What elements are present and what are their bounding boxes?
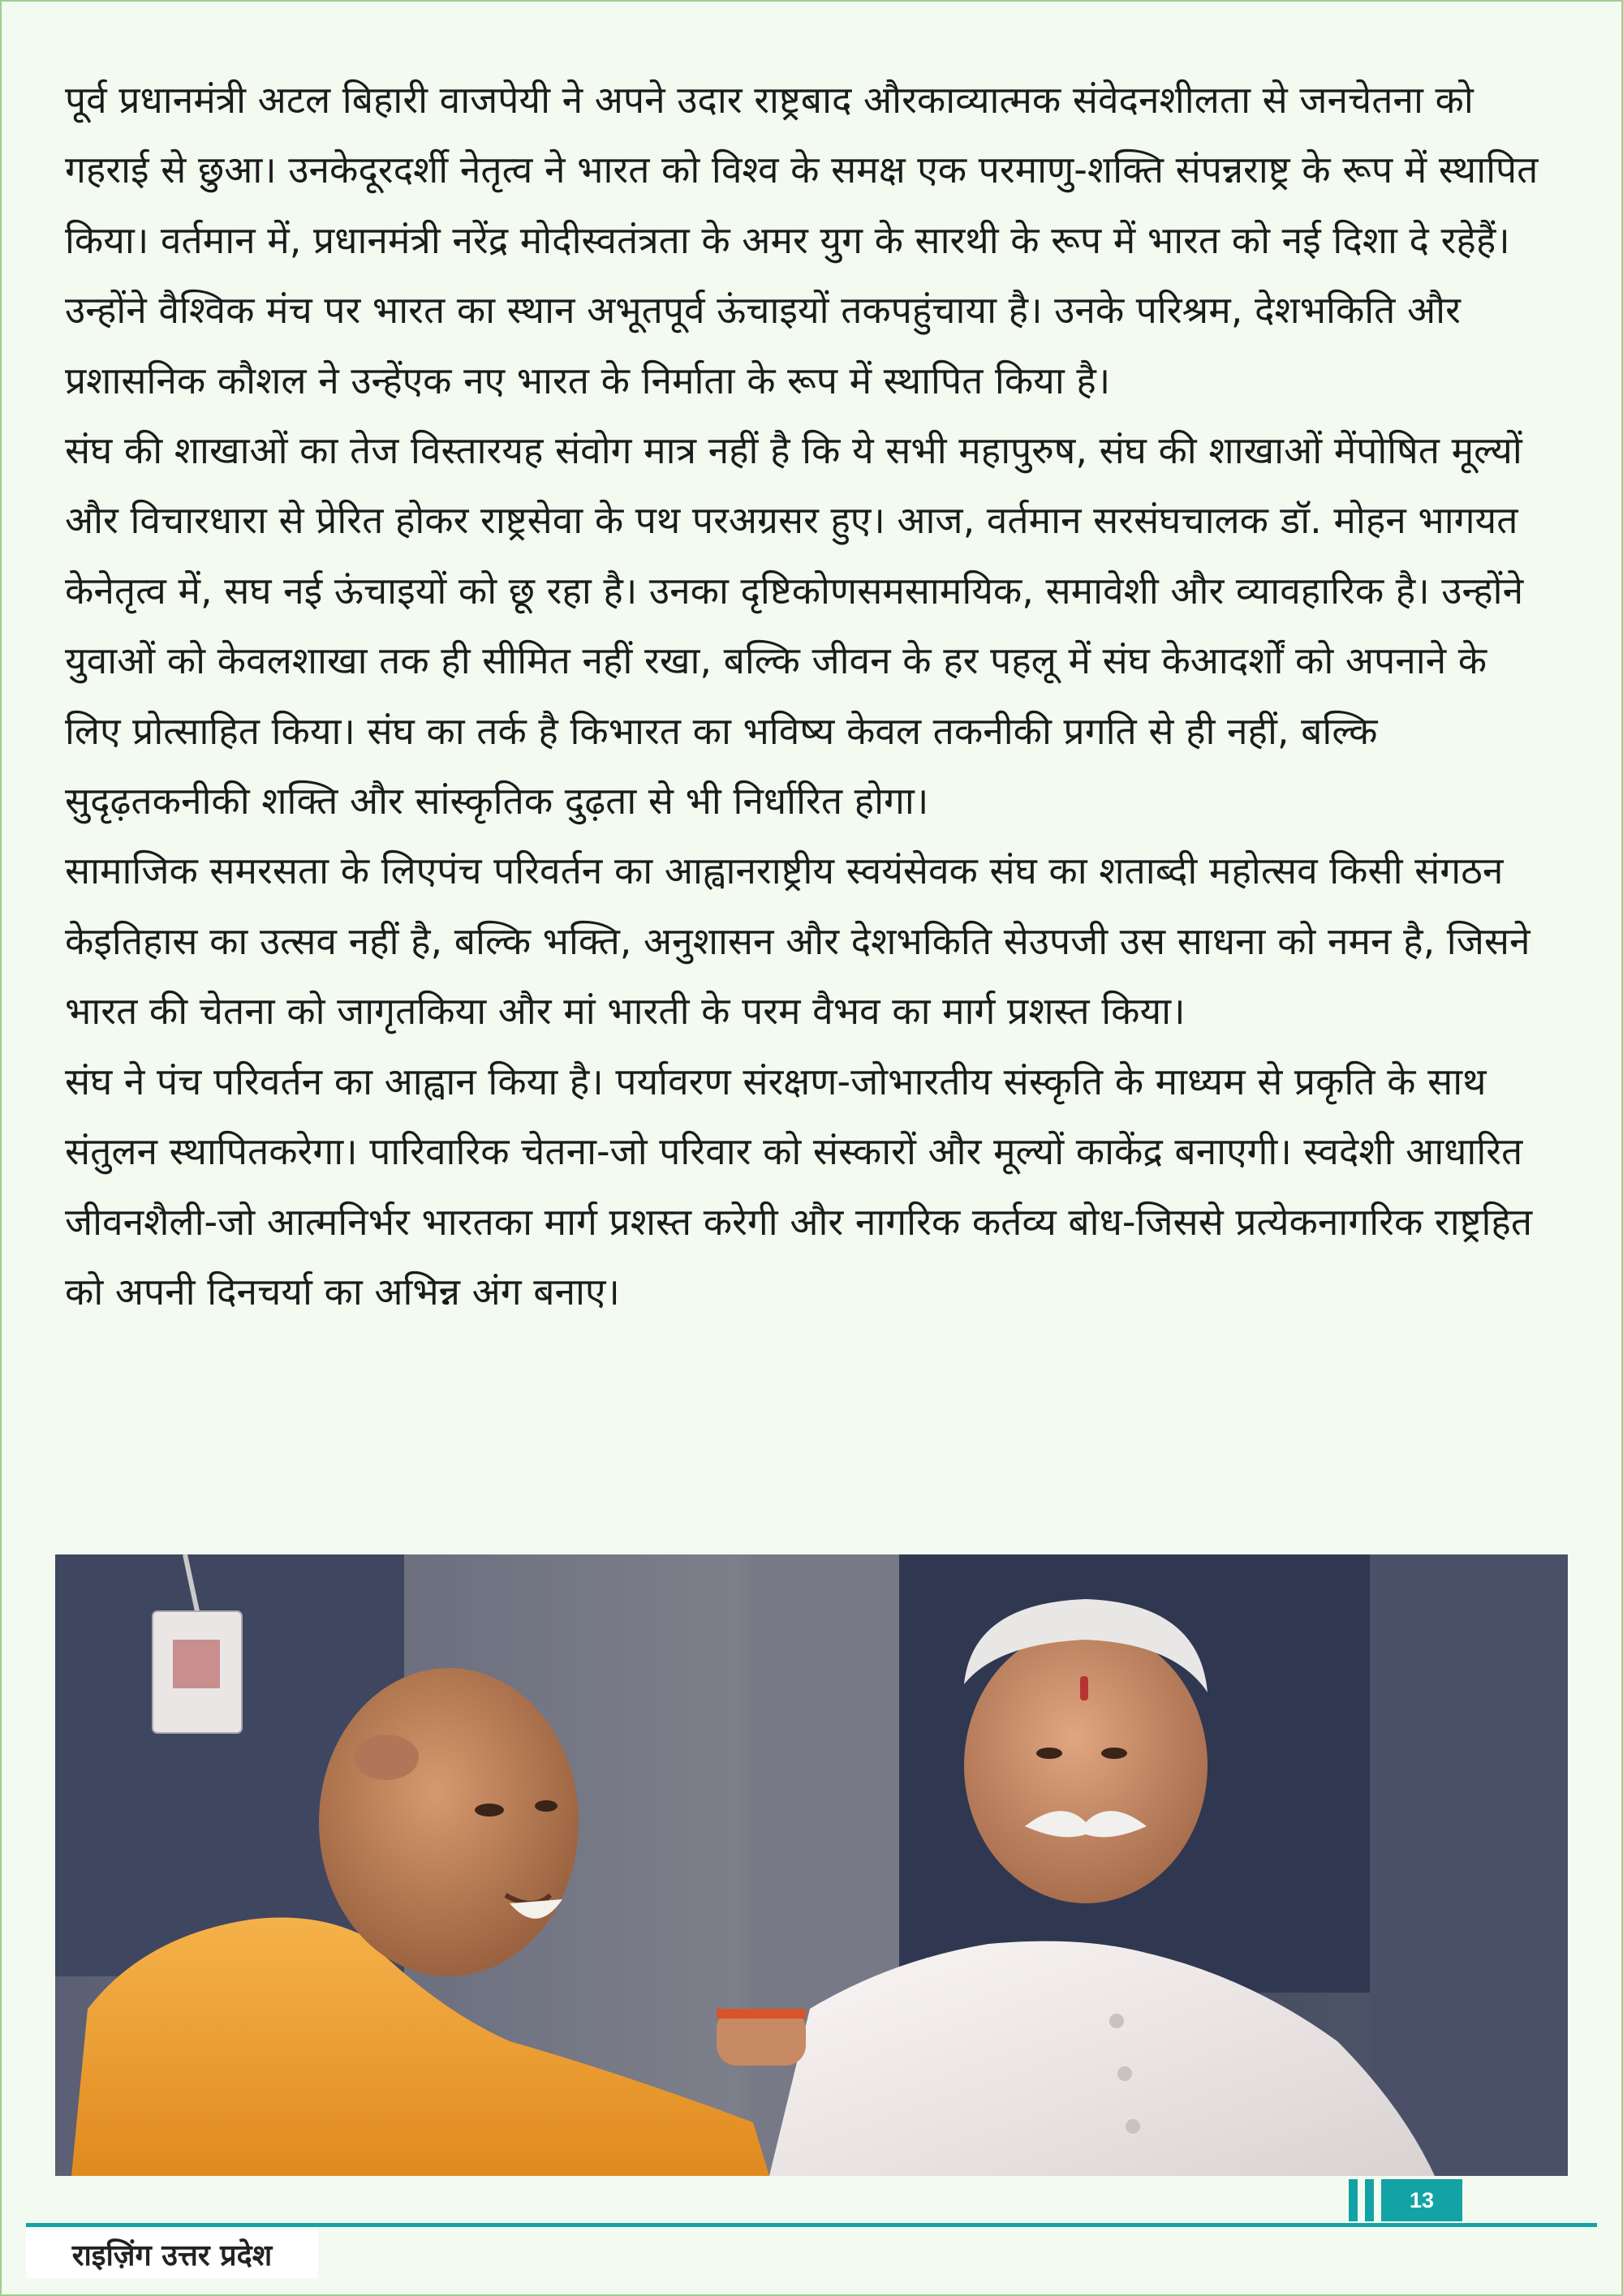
article-body: [65, 65, 1550, 1326]
page-number-accent-bar: [1365, 2179, 1374, 2221]
paragraph-1: पूर्व प्रधानमंत्री अटल बिहारी वाजपेयी ने अपने उदार राष्ट्रबाद औरकाव्यात्मक संवेदनशीलता से जनचेतना को गहराई से छुआ। उनकेदूरदर्शी नेतृत्व ने भारत को विश्व के समक्ष एक परमाणु-शक्ति संपन्नराष्ट्र के रूप में स्थापित किया। वर्तमान में, प्रधानमंत्री नरेंद्र मोदीस्वतंत्रता के अमर युग के सारथी के रूप में भारत को नई दिशा दे रहेहैं। उन्होंने वैश्विक मंच पर भारत का स्थान अभूतपूर्व ऊंचाइयों तकपहुंचाया है। उनके परिश्रम, देशभकिति और प्रशासनिक कौशल ने उन्हेंएक नए भारत के निर्माता के रूप में स्थापित किया है।: [65, 78, 1539, 402]
page-number-block: [1349, 2179, 1462, 2221]
footer-rule: [26, 2223, 1597, 2227]
paragraph-2: संघ की शाखाओं का तेज विस्तारयह संवोग मात्र नहीं है कि ये सभी महापुरुष, संघ की शाखाओं मेंपोषित मूल्यों और विचारधारा से प्रेरित होकर राष्ट्रसेवा के पथ परअग्रसर हुए। आज, वर्तमान सरसंघचालक डॉ. मोहन भागयत केनेतृत्व में, सघ नई ऊंचाइयों को छू रहा है। उनका दृष्टिकोणसमसामयिक, समावेशी और व्यावहारिक है। उन्होंने युवाओं को केवलशाखा तक ही सीमित नहीं रखा, बल्कि जीवन के हर पहलू में संघ केआदर्शों को अपनाने के लिए प्रोत्साहित किया। संघ का तर्क है किभारत का भविष्य केवल तकनीकी प्रगति से ही नहीं, बल्कि सुदृढ़तकनीकी शक्ति और सांस्कृतिक दुढ़ता से भी निर्धारित होगा।: [65, 428, 1524, 823]
paragraph-4: संघ ने पंच परिवर्तन का आह्वान किया है। पर्यावरण संरक्षण-जोभारतीय संस्कृति के माध्यम से प्रकृति के साथ संतुलन स्थापितकरेगा। पारिवारिक चेतना-जो परिवार को संस्कारों और मूल्यों काकेंद्र बनाएगी। स्वदेशी आधारित जीवनशैली-जो आत्मनिर्भर भारतका मार्ग प्रशस्त करेगी और नागरिक कर्तव्य बोध-जिससे प्रत्येकनागरिक राष्ट्रहित को अपनी दिनचर्या का अभिन्न अंग बनाए।: [65, 1059, 1533, 1314]
page-number-accent-bar: [1349, 2179, 1358, 2221]
article-photo: [55, 1554, 1568, 2176]
publication-name: राइज़िंग उत्तर प्रदेश: [26, 2229, 318, 2278]
page-number: 13: [1381, 2179, 1462, 2221]
photo-illustration: [55, 1554, 1568, 2176]
paragraph-3: सामाजिक समरसता के लिएपंच परिवर्तन का आह्वानराष्ट्रीय स्वयंसेवक संघ का शताब्दी महोत्सव किसी संगठन केइतिहास का उत्सव नहीं है, बल्कि भक्ति, अनुशासन और देशभकिति सेउपजी उस साधना को नमन है, जिसने भारत की चेतना को जागृतकिया और मां भारती के परम वैभव का मार्ग प्रशस्त किया।: [65, 849, 1530, 1034]
